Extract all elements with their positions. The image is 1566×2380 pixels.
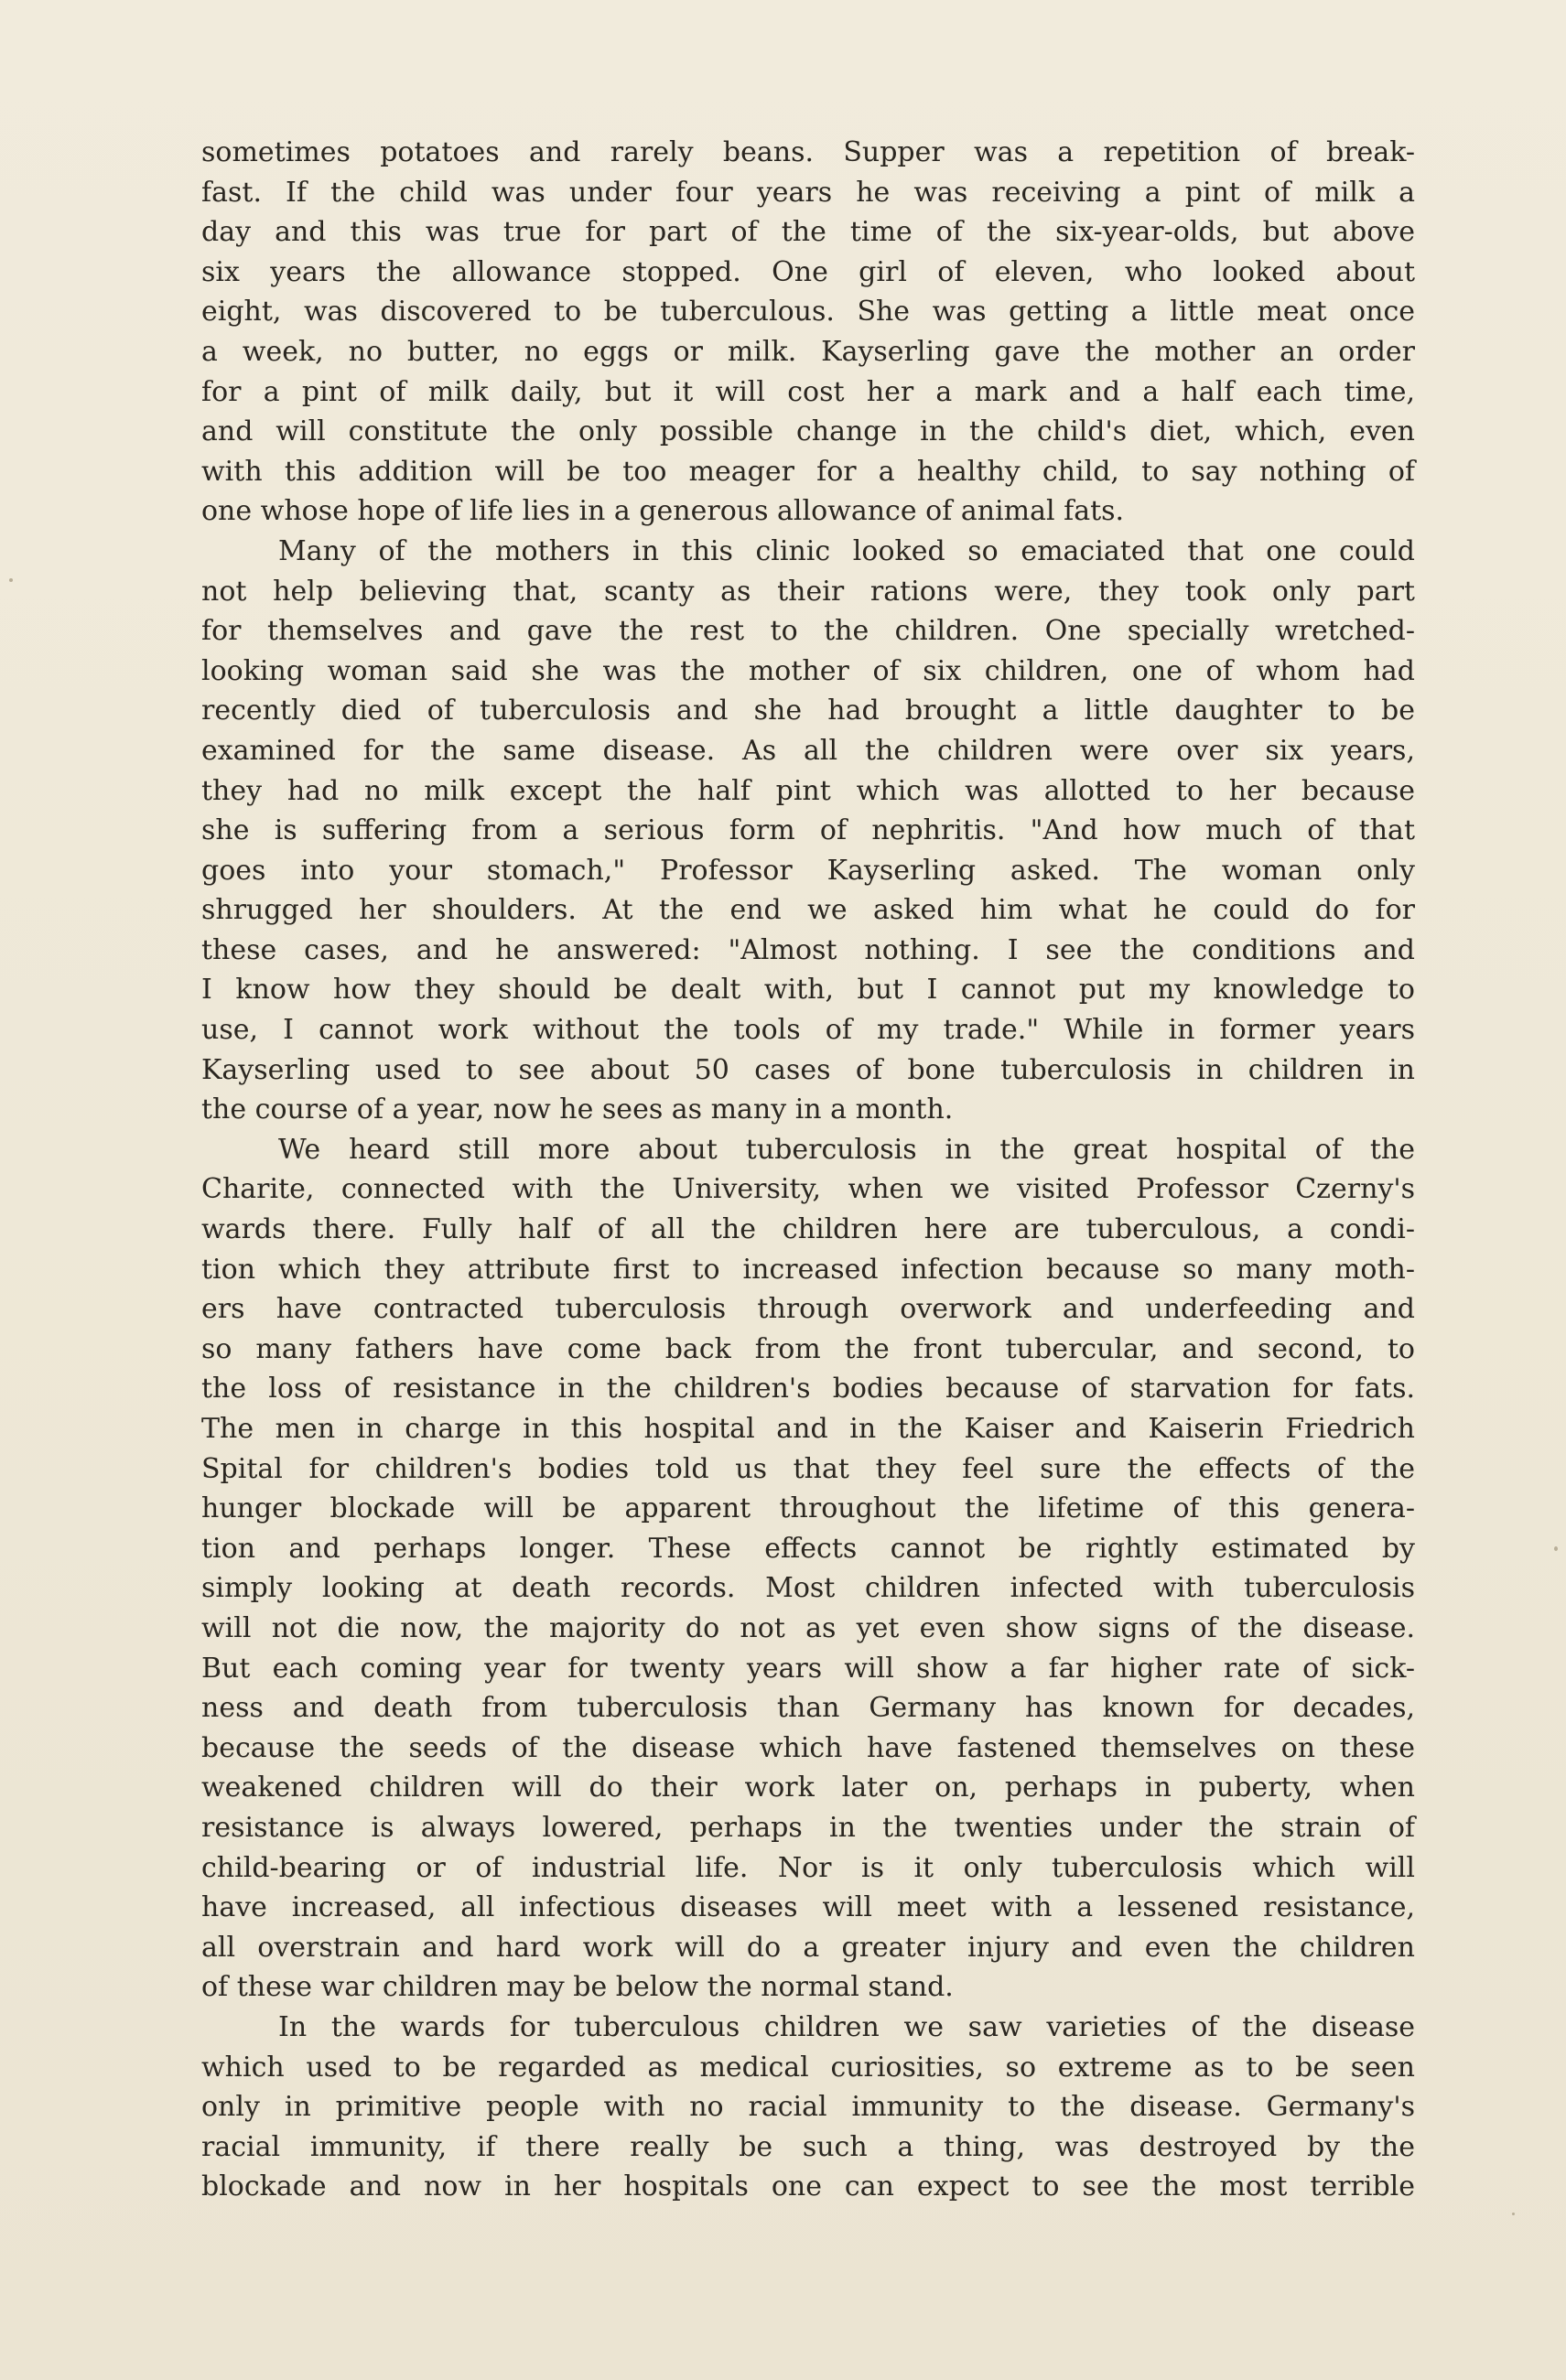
text-line: six years the allowance stopped. One girl of eleven, who looked about: [201, 255, 1415, 288]
text-line: ness and death from tuberculosis than Germany has known for decades,: [201, 1692, 1415, 1725]
text-line: blockade and now in her hospitals one can expect to see the most terrible: [201, 2170, 1415, 2203]
text-line: day and this was true for part of the time of the six-year-olds, but above: [201, 216, 1415, 249]
text-line: I know how they should be dealt with, but I cannot put my knowledge to: [201, 974, 1415, 1007]
text-line: resistance is always lowered, perhaps in the twenties under the strain of: [201, 1811, 1415, 1844]
text-line: examined for the same disease. As all the children were over six years,: [201, 734, 1415, 767]
text-line: weakened children will do their work later on, perhaps in puberty, when: [201, 1772, 1415, 1804]
text-line: she is suffering from a serious form of nephritis. "And how much of that: [201, 814, 1415, 847]
text-line: simply looking at death records. Most children infected with tuberculosis: [201, 1572, 1415, 1605]
text-line: because the seeds of the disease which have fastened themselves on these: [201, 1731, 1415, 1764]
text-line: a week, no butter, no eggs or milk. Kayserling gave the mother an order: [201, 335, 1415, 368]
text-line: for a pint of milk daily, but it will cost her a mark and a half each time,: [201, 375, 1415, 408]
text-line: for themselves and gave the rest to the children. One specially wretched-: [201, 615, 1415, 648]
text-line: only in primitive people with no racial immunity to the disease. Germany's: [201, 2091, 1415, 2124]
text-line: will not die now, the majority do not as yet even show signs of the disease.: [201, 1611, 1415, 1644]
body-text: [201, 133, 1415, 2207]
text-line: the loss of resistance in the children's bodies because of starvation for fats.: [201, 1373, 1415, 1405]
text-line: The men in charge in this hospital and in the Kaiser and Kaiserin Friedrich: [201, 1413, 1415, 1445]
text-line: have increased, all infectious diseases will meet with a lessened resistance,: [201, 1891, 1415, 1924]
text-line: so many fathers have come back from the front tubercular, and second, to: [201, 1332, 1415, 1365]
text-line: of these war children may be below the normal stand.: [201, 1971, 954, 2004]
text-line: tion which they attribute first to increased infection because so many moth-: [201, 1253, 1415, 1286]
text-line: Spital for children's bodies told us that they feel sure the effects of the: [201, 1452, 1415, 1485]
text-line: use, I cannot work without the tools of my trade." While in former years: [201, 1014, 1415, 1047]
text-line: they had no milk except the half pint which was allotted to her because: [201, 774, 1415, 807]
text-line: recently died of tuberculosis and she had brought a little daughter to be: [201, 695, 1415, 727]
paper-speck: [1554, 1546, 1558, 1551]
text-line: these cases, and he answered: "Almost nothing. I see the conditions and: [201, 933, 1415, 966]
text-line: and will constitute the only possible change in the child's diet, which, even: [201, 415, 1415, 448]
text-line: hunger blockade will be apparent throughout the lifetime of this genera-: [201, 1492, 1415, 1525]
text-line: We heard still more about tuberculosis in the great hospital of the: [278, 1133, 1415, 1166]
text-line: shrugged her shoulders. At the end we asked him what he could do for: [201, 894, 1415, 927]
text-line: which used to be regarded as medical curiosities, so extreme as to be seen: [201, 2051, 1415, 2084]
text-line: ers have contracted tuberculosis through overwork and underfeeding and: [201, 1293, 1415, 1326]
text-line: all overstrain and hard work will do a greater injury and even the children: [201, 1931, 1415, 1964]
text-line: racial immunity, if there really be such a thing, was destroyed by the: [201, 2130, 1415, 2163]
paragraph-3: [201, 1130, 1415, 2008]
paper-speck: [9, 578, 13, 582]
text-line: sometimes potatoes and rarely beans. Supper was a repetition of break-: [201, 136, 1415, 168]
text-line: tion and perhaps longer. These effects cannot be rightly estimated by: [201, 1532, 1415, 1565]
text-line: wards there. Fully half of all the children here are tuberculous, a condi-: [201, 1213, 1415, 1246]
text-line: Many of the mothers in this clinic looked so emaciated that one could: [278, 534, 1415, 567]
text-line: fast. If the child was under four years he was receiving a pint of milk a: [201, 176, 1415, 209]
text-line: child-bearing or of industrial life. Nor is it only tuberculosis which will: [201, 1851, 1415, 1884]
text-line: one whose hope of life lies in a generous allowance of animal fats.: [201, 495, 1125, 528]
text-line: with this addition will be too meager for a healthy child, to say nothing of: [201, 455, 1415, 488]
text-line: the course of a year, now he sees as many in a month.: [201, 1093, 954, 1126]
text-line: eight, was discovered to be tuberculous. She was getting a little meat once: [201, 296, 1415, 328]
text-line: Kayserling used to see about 50 cases of bone tuberculosis in children in: [201, 1053, 1415, 1086]
paragraph-4: [201, 2008, 1415, 2207]
text-line: In the wards for tuberculous children we saw varieties of the disease: [278, 2010, 1415, 2043]
paragraph-1: [201, 133, 1415, 532]
text-line: But each coming year for twenty years will show a far higher rate of sick-: [201, 1652, 1415, 1685]
text-line: looking woman said she was the mother of six children, one of whom had: [201, 654, 1415, 687]
paper-speck: [1512, 2213, 1515, 2215]
paragraph-2: [201, 532, 1415, 1130]
text-line: goes into your stomach," Professor Kayserling asked. The woman only: [201, 854, 1415, 887]
text-line: Charite, connected with the University, when we visited Professor Czerny's: [201, 1173, 1415, 1206]
text-line: not help believing that, scanty as their rations were, they took only part: [201, 575, 1415, 608]
